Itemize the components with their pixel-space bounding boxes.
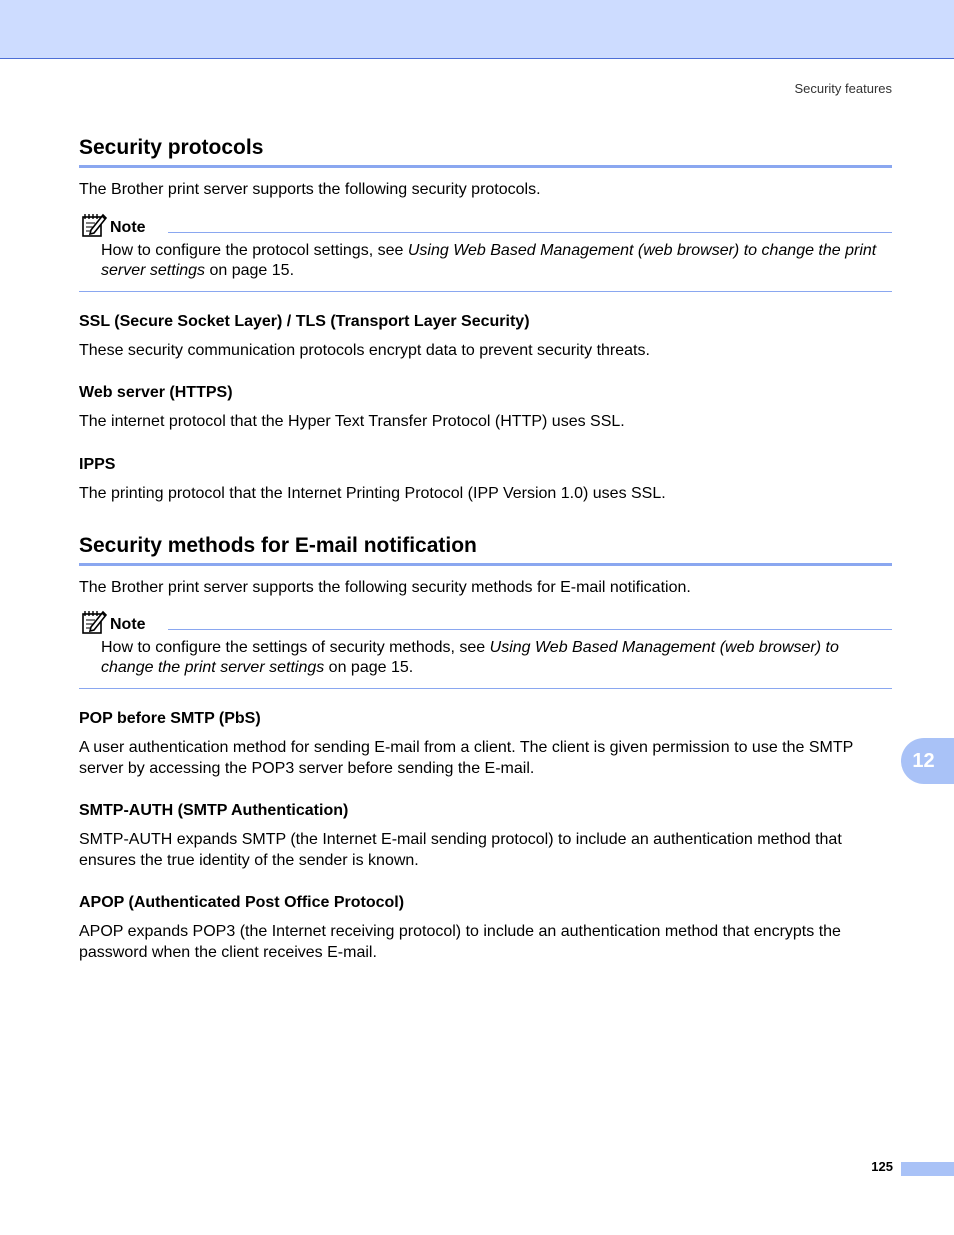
section-title-email-security: Security methods for E-mail notification [79, 533, 892, 566]
note-text-suffix: on page 15. [205, 262, 295, 279]
note-rule [168, 232, 892, 233]
note-header [79, 212, 892, 242]
subheading-smtp-auth: SMTP-AUTH (SMTP Authentication) [79, 802, 349, 819]
paragraph-https: The internet protocol that the Hyper Text Transfer Protocol (HTTP) uses SSL. [79, 413, 625, 430]
page-number: 125 [871, 1159, 893, 1174]
paragraph-apop: APOP expands POP3 (the Internet receiving protocol) to include an authentication method that encrypts the password when the client receives E-mail. [79, 923, 841, 961]
note-label: Note [110, 219, 146, 236]
paragraph-ipps: The printing protocol that the Internet Printing Protocol (IPP Version 1.0) uses SSL. [79, 485, 666, 502]
subheading-pop-before-smtp: POP before SMTP (PbS) [79, 710, 261, 727]
note-reference-link[interactable]: Using Web Based Management (web browser) to change the print server settings [101, 639, 839, 676]
note-pencil-icon [81, 609, 107, 635]
paragraph-pop-before-smtp: A user authentication method for sending E-mail from a client. The client is given permission to use the SMTP server by accessing the POP3 server before sending the E-mail. [79, 739, 854, 777]
note-label: Note [110, 616, 146, 633]
note-body [101, 638, 892, 678]
running-header: Security features [794, 81, 892, 96]
note-text: How to configure the settings of security methods, see [101, 639, 490, 656]
note-text: How to configure the protocol settings, see [101, 242, 408, 259]
page-number-tab [901, 1162, 954, 1176]
header-band [0, 0, 954, 59]
note-text-suffix: on page 15. [324, 659, 414, 676]
note-header [79, 609, 892, 639]
subheading-https: Web server (HTTPS) [79, 384, 233, 401]
chapter-number: 12 [912, 749, 935, 772]
subheading-ssl-tls: SSL (Secure Socket Layer) / TLS (Transport Layer Security) [79, 313, 530, 330]
section-intro: The Brother print server supports the following security protocols. [79, 181, 541, 198]
paragraph-smtp-auth: SMTP-AUTH expands SMTP (the Internet E-mail sending protocol) to include an authentication method that ensures the true identity of the sender is known. [79, 831, 842, 869]
subheading-ipps: IPPS [79, 456, 116, 473]
note-end-rule [79, 688, 892, 689]
note-rule [168, 629, 892, 630]
note-end-rule [79, 291, 892, 292]
note-reference-link[interactable]: Using Web Based Management (web browser) to change the print server settings [101, 242, 877, 279]
subheading-apop: APOP (Authenticated Post Office Protocol) [79, 894, 405, 911]
section-title-security-protocols: Security protocols [79, 135, 892, 168]
chapter-tab [901, 738, 954, 784]
paragraph-ssl-tls: These security communication protocols encrypt data to prevent security threats. [79, 342, 650, 359]
section-intro: The Brother print server supports the following security methods for E-mail notification. [79, 579, 691, 596]
note-body [101, 241, 892, 281]
note-pencil-icon [81, 212, 107, 238]
